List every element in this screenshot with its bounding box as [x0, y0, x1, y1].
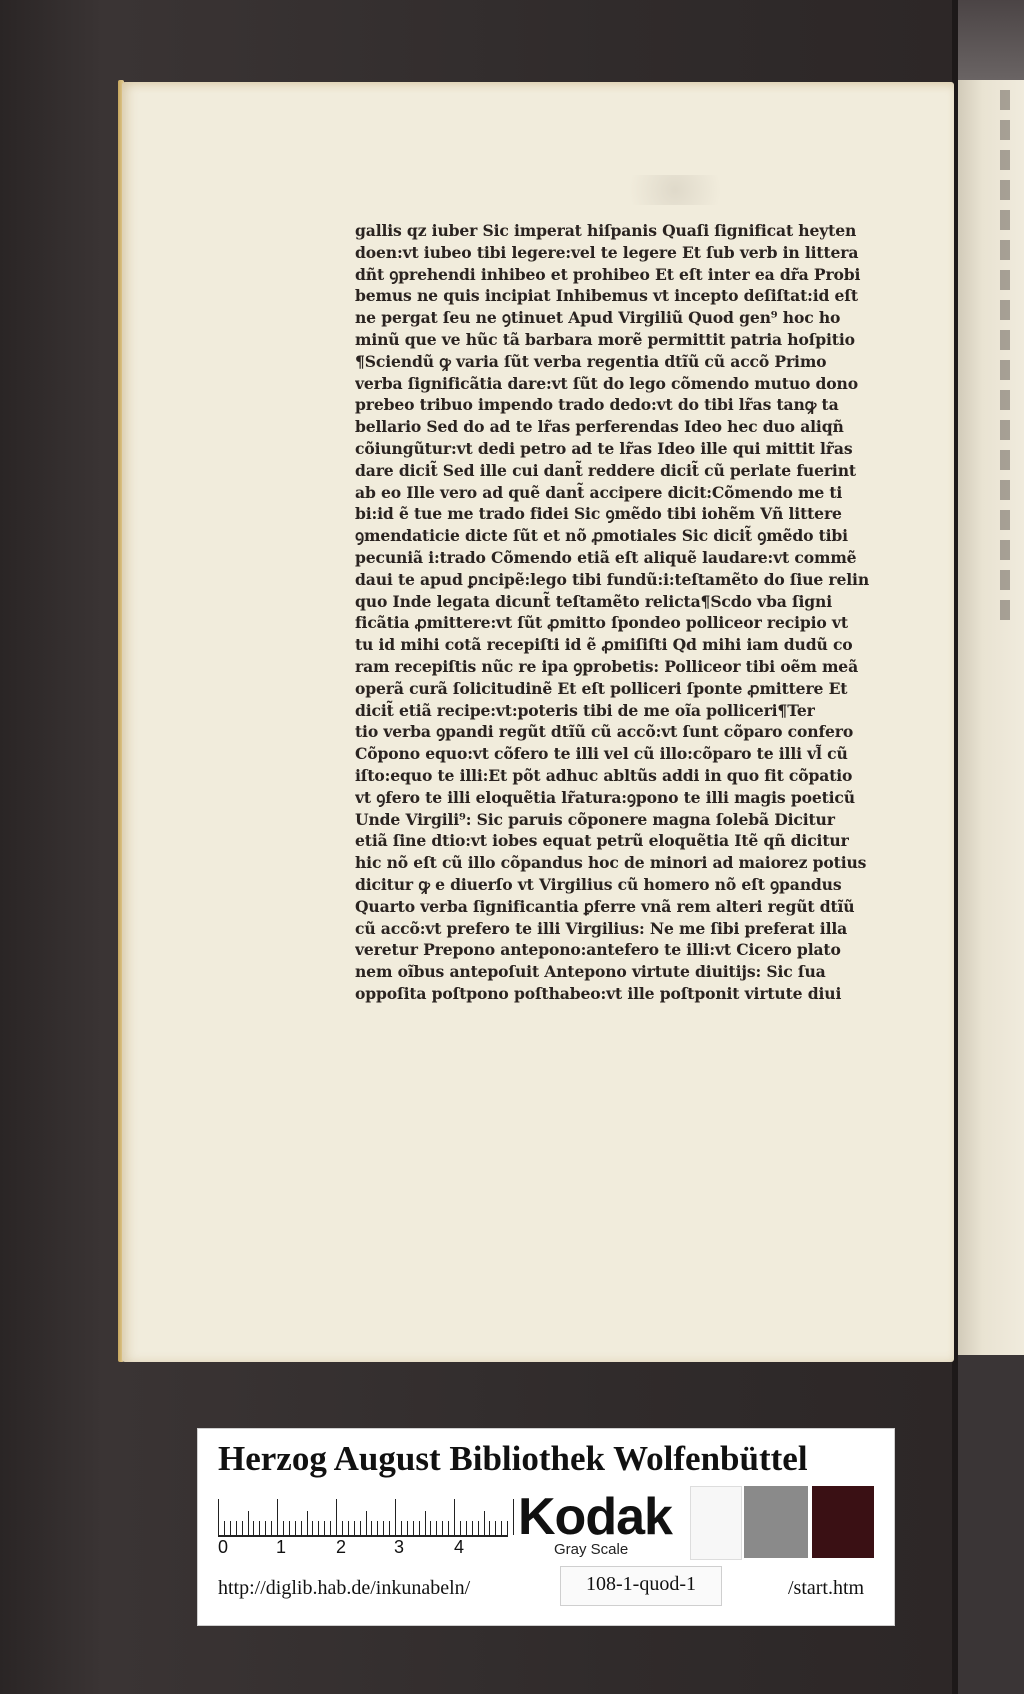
ruler-tick — [489, 1521, 490, 1535]
ruler-tick — [248, 1511, 249, 1535]
text-line: gallis qz iuber Sic imperat hiſpanis Quaſi ſignificat heyten — [355, 221, 857, 240]
library-name: Herzog August Bibliothek Wolfenbüttel — [218, 1439, 808, 1478]
ruler-tick — [454, 1499, 455, 1535]
ruler-number-3: 3 — [394, 1537, 405, 1557]
ruler-tick — [218, 1499, 219, 1535]
ruler-number-1: 1 — [276, 1537, 287, 1557]
text-line: quo Inde legata dicunt̃ teſtamẽto relicta¶Scdo vba ſigni — [355, 591, 833, 611]
ruler-tick — [442, 1521, 443, 1535]
ruler-tick — [460, 1521, 461, 1535]
ruler-tick — [312, 1521, 313, 1535]
text-line: etiã ſine dtio:vt iobes equat petrũ eloquẽtia Itẽ qñ dicitur — [355, 831, 849, 851]
text-line: prebeo tribuo impendo trado dedo:vt do tibi lr̃as tanꝙ ta — [355, 395, 839, 415]
text-line: hic nõ eſt cũ illo cõpandus hoc de minori ad maiorez potius — [355, 853, 867, 873]
ruler-number-2: 2 — [336, 1537, 347, 1557]
ruler-tick — [466, 1521, 467, 1535]
text-line: vt ꝯfero te illi eloquẽtia lr̃atura:ꝯpono te illi magis poeticũ — [355, 787, 855, 807]
text-line: ab eo Ille vero ad quẽ dant̃ accipere dicit:Cõmendo me ti — [355, 482, 843, 502]
text-line: ram recepiſtis nũc re ipa ꝯprobetis: Polliceor tibi oẽm meã — [355, 656, 859, 676]
text-line: cõiungũtur:vt dedi petro ad te lr̃as Ideo ille qui mittit lr̃as — [355, 438, 853, 458]
text-line: Cõpono equo:vt cõfero te illi vel cũ illo:cõparo te illi vl̃ cũ — [355, 744, 848, 764]
ruler-ticks — [218, 1499, 508, 1537]
ruler-tick — [259, 1521, 260, 1535]
ruler-tick — [307, 1511, 308, 1535]
ruler-tick — [407, 1521, 408, 1535]
shelfmark-box — [560, 1566, 722, 1606]
ruler-tick — [360, 1521, 361, 1535]
text-line: dñt ꝯprehendi inhibeo et prohibeo Et eſt inter ea dr̃a Probi — [355, 264, 861, 284]
kodak-logo: Kodak — [518, 1488, 672, 1546]
facing-page — [955, 80, 1024, 1360]
text-line: tu id mihi cotã recepiſti id ẽ ꝓmiſiſti Qd mihi iam dudũ co — [355, 635, 853, 655]
ruler-tick — [507, 1521, 508, 1535]
text-line: bemus ne quis incipiat Inhibemus vt incepto deſiſtat:id eſt — [355, 286, 858, 306]
ruler-tick — [354, 1521, 355, 1535]
text-line: dicit̃ etiã recipe:vt:poteris tibi de me oĩa polliceri¶Ter — [355, 700, 815, 720]
background-corner — [958, 0, 1024, 80]
library-label-card — [197, 1428, 895, 1626]
ruler-tick — [283, 1521, 284, 1535]
gray-swatch-mid — [744, 1486, 808, 1558]
ruler-tick — [401, 1521, 402, 1535]
text-block — [355, 220, 915, 1005]
text-line: ficãtia ꝓmittere:vt ſũt ꝓmitto ſpondeo polliceor recipio vt — [355, 613, 848, 633]
text-line: tio verba ꝯpandi regũt dtĩũ cũ accõ:vt ſunt cõparo confero — [355, 722, 854, 742]
ruler-tick — [336, 1499, 337, 1535]
faint-marking — [600, 175, 750, 205]
text-line: bellario Sed do ad te lr̃as perferendas Ideo hec duo aliqñ — [355, 417, 844, 437]
ruler-tick — [413, 1521, 414, 1535]
text-line: iſto:equo te illi:Et põt adhuc abltũs addi in quo fit cõpatio — [355, 765, 853, 785]
ruler-tick — [395, 1499, 396, 1535]
ruler-tick — [301, 1521, 302, 1535]
text-line: operã curã ſolicitudinẽ Et eſt polliceri ſponte ꝓmittere Et — [355, 678, 848, 698]
gray-swatch-dark — [812, 1486, 874, 1558]
ruler-tick — [253, 1521, 254, 1535]
text-line: veretur Prepono antepono:antefero te illi:vt Cicero plato — [355, 940, 841, 960]
start-page-path: /start.htm — [788, 1577, 865, 1599]
text-line: dare dicit̃ Sed ille cui dant̃ reddere dicit̃ cũ perlate fuerint — [355, 460, 856, 480]
background-lower-right — [958, 1355, 1024, 1694]
ruler-tick — [236, 1521, 237, 1535]
text-line: ꝯmendaticie dicte ſũt et nõ ꝓmotiales Sic dicit̃ ꝯmẽdo tibi — [355, 526, 848, 546]
ruler-tick — [242, 1521, 243, 1535]
ruler-tick — [342, 1521, 343, 1535]
ruler-tick — [436, 1521, 437, 1535]
ruler-tick — [383, 1521, 384, 1535]
ruler-tick — [448, 1521, 449, 1535]
ruler-tick — [324, 1521, 325, 1535]
text-line: dicitur ꝙ e diuerſo vt Virgilius cũ homero nõ eſt ꝯpandus — [355, 874, 842, 894]
ruler-tick — [419, 1521, 420, 1535]
digital-library-url: http://diglib.hab.de/inkunabeln/ — [218, 1577, 471, 1599]
ruler-tick — [513, 1499, 514, 1535]
text-line: doen:vt iubeo tibi legere:vel te legere Et ſub verb in littera — [355, 242, 859, 262]
text-line: cũ accõ:vt prefero te illi Virgilius: Ne me ſibi preferat illa — [355, 918, 848, 938]
text-line: verba ſignificãtia dare:vt ſũt do lego cõmendo mutuo dono — [355, 373, 858, 393]
scale-ruler — [218, 1499, 508, 1557]
text-line: minũ que ve hũc tã barbara morẽ permittit patria hoſpitio — [355, 329, 855, 349]
ruler-tick — [366, 1511, 367, 1535]
text-line: bi:id ẽ tue me trado fidei Sic ꝯmẽdo tibi iohẽm Vñ littere — [355, 504, 842, 524]
ruler-number-0: 0 — [218, 1537, 229, 1557]
ruler-tick — [472, 1521, 473, 1535]
ruler-tick — [478, 1521, 479, 1535]
ruler-numbers — [218, 1535, 508, 1559]
ruler-tick — [277, 1499, 278, 1535]
ruler-tick — [295, 1521, 296, 1535]
ruler-tick — [230, 1521, 231, 1535]
ruler-tick — [289, 1521, 290, 1535]
ruler-tick — [501, 1521, 502, 1535]
text-line: Unde Virgili⁹: Sic paruis cõponere magna ſolebã Dicitur — [355, 809, 835, 829]
text-line: pecuniã i:trado Cõmendo etiã eſt aliquẽ laudare:vt commẽ — [355, 547, 857, 567]
text-line: Quarto verba ſignificantia ꝑferre vnã rem alteri regũt dtĩũ — [355, 896, 855, 916]
ruler-tick — [484, 1511, 485, 1535]
ruler-tick — [430, 1521, 431, 1535]
shelfmark-id: 108-1-quod-1 — [586, 1573, 696, 1595]
ruler-tick — [425, 1511, 426, 1535]
ruler-tick — [389, 1521, 390, 1535]
text-line: ne pergat ſeu ne ꝯtinuet Apud Virgiliũ Quod gen⁹ hoc ho — [355, 308, 841, 328]
ruler-tick — [271, 1521, 272, 1535]
text-line: oppoſita poſtpono poſthabeo:vt ille poſtponit virtute diui — [355, 983, 842, 1003]
text-line: daui te apud ꝑncipẽ:lego tibi fundũ:i:teſtamẽto do ſiue relin — [355, 569, 870, 589]
text-line: nem oĩbus antepoſuit Antepono virtute diuitijs: Sic ſua — [355, 962, 826, 982]
ruler-tick — [318, 1521, 319, 1535]
text-line: ¶Sciendũ ꝙ varia ſũt verba regentia dtĩũ cũ accõ Primo — [355, 351, 827, 371]
ruler-tick — [377, 1521, 378, 1535]
ruler-number-4: 4 — [454, 1537, 465, 1557]
ruler-tick — [224, 1521, 225, 1535]
ruler-tick — [265, 1521, 266, 1535]
ruler-tick — [371, 1521, 372, 1535]
gray-scale-caption: Gray Scale — [554, 1541, 629, 1558]
ruler-tick — [330, 1521, 331, 1535]
facing-page-text-fragments — [1000, 90, 1012, 650]
ruler-tick — [348, 1521, 349, 1535]
gray-swatch-light — [690, 1486, 742, 1560]
ruler-tick — [495, 1521, 496, 1535]
